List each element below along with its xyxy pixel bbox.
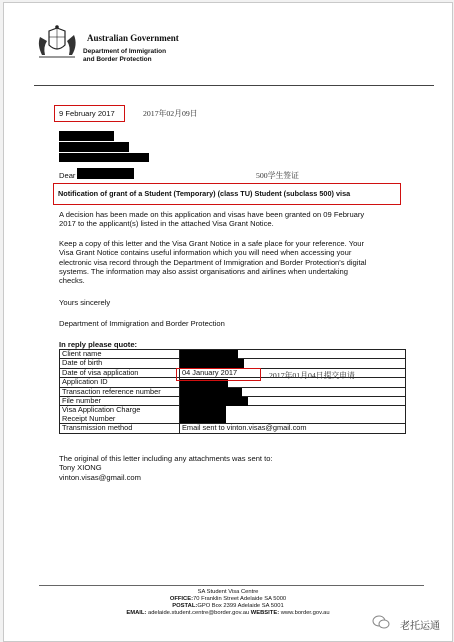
letter-subject: Notification of grant of a Student (Temporary) (class TU) Student (subclass 500) visa [58,189,351,198]
quote-heading: In reply please quote: [59,340,138,349]
footer-address: SA Student Visa Centre OFFICE:70 Franklin Street Adelaide SA 5000 POSTAL:GPO Box 2399 Adelaide SA 5001 EMAIL: adelaide.student.centre@border.gov.au WEBSITE: www.border.gov.au [126,589,330,616]
coat-of-arms-logo [35,25,79,61]
table-row [60,424,406,433]
app-id-label: Application ID [60,378,180,387]
redacted-address-1 [59,142,129,152]
redacted-receipt [180,406,226,423]
gov-title: Australian Government [87,33,179,43]
client-name-label: Client name [60,350,180,359]
file-number-label: File number [60,397,180,406]
trn-label: Transaction reference number [60,387,180,396]
dob-label: Date of birth [60,359,180,368]
redacted-address-2 [59,153,149,162]
letter-page [3,2,453,642]
redacted-client-name [180,350,238,359]
paragraph-keep-copy: Keep a copy of this letter and the Visa Grant Notice in a safe place for your reference. Your Visa Grant Notice contains useful information which you will need when accessing your electronic visa record through the Department of Immigration and Border Protection's digital systems. The information may also assist organisations and airlines when undertaking checks. [59,239,367,286]
header-divider [34,85,434,86]
department-name: Department of Immigration and Border Protection [83,48,167,63]
visa-date-value: 04 January 2017 [180,368,406,377]
redacted-name [59,131,114,141]
redacted-dob [180,359,244,368]
sent-to-block: The original of this letter including any attachments was sent to: Tony XIONG vinton.visas@gmail.com [59,454,273,482]
visa-date-cn: 2017年01月04日提交申请 [269,371,355,380]
wechat-icon [372,613,390,631]
footer-divider [39,585,424,586]
letter-date-cn: 2017年02月09日 [143,109,198,118]
transmission-label: Transmission method [60,424,180,433]
paragraph-decision: A decision has been made on this application and visas have been granted on 09 February 2017 to the applicant(s) listed in the attached Visa Grant Notice. [59,210,365,229]
closing: Yours sincerely [59,298,111,307]
watermark-text: 老托运通 [400,621,440,632]
visa-date-highlight-box [176,368,261,381]
salutation: Dear [59,171,76,180]
table-row [60,406,406,424]
transmission-value: Email sent to vinton.visas@gmail.com [180,424,406,433]
redacted-salutation-name [77,168,134,179]
redacted-file-number [180,397,248,406]
visa-type-cn: 500学生签证 [256,171,299,180]
visa-date-label: Date of visa application [60,368,180,377]
letter-date: 9 February 2017 [59,109,115,118]
signature-department: Department of Immigration and Border Protection [59,319,225,328]
redacted-trn [180,388,242,397]
charge-receipt-label: Visa Application Charge Receipt Number [60,406,180,424]
